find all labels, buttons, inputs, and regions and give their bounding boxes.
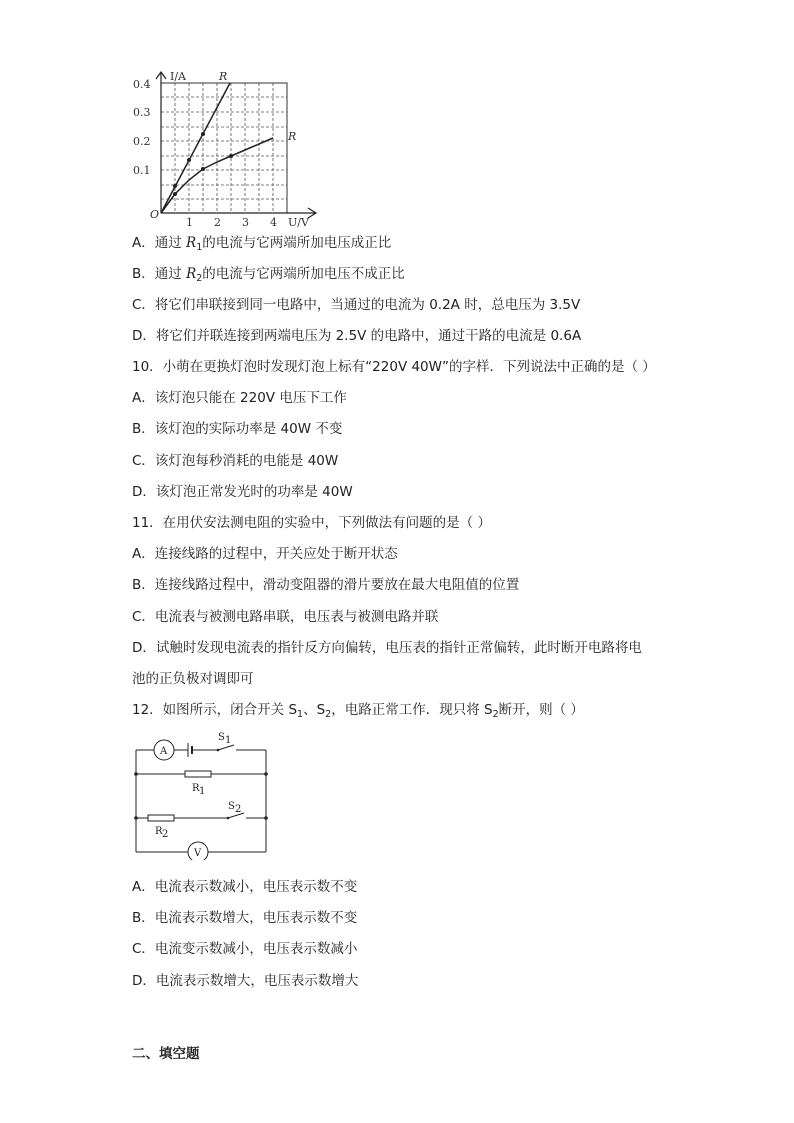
iu-graph [130, 68, 330, 228]
q12-option-a: A．电流表示数减小，电压表示数不变 [132, 879, 358, 895]
q12-option-b: B．电流表示数增大，电压表示数不变 [132, 910, 358, 926]
q9-option-d: D．将它们并联连接到两端电压为 2.5V 的电路中，通过干路的电流是 0.6A [132, 328, 582, 344]
graph-x-tick: 4 [270, 216, 277, 228]
graph-line-r2-label: R [288, 130, 297, 143]
resistor-r1-label: R [192, 783, 200, 794]
graph-y-tick: 0.4 [133, 78, 151, 91]
switch-s2-label: S [228, 801, 235, 812]
graph-y-tick: 0.1 [133, 164, 151, 177]
q10-stem: 10．小萌在更换灯泡时发现灯泡上标有“220V 40W”的字样．下列说法中正确的是（ ） [132, 359, 656, 375]
circuit-diagram [128, 728, 278, 860]
var-r: R [186, 266, 197, 282]
q11-option-a: A．连接线路的过程中，开关应处于断开状态 [132, 546, 398, 562]
graph-y-tick: 0.3 [133, 106, 151, 119]
resistor-r1 [185, 771, 211, 777]
graph-y-label: I/A [170, 70, 186, 83]
section-heading: 二、填空题 [132, 1046, 200, 1062]
switch-s1-label: S [218, 732, 225, 743]
resistor-r1-sub: 1 [199, 786, 206, 797]
q9-option-c: C．将它们串联接到同一电路中，当通过的电流为 0.2A 时，总电压为 3.5V [132, 297, 581, 313]
q10-option-a: A．该灯泡只能在 220V 电压下工作 [132, 390, 347, 406]
q10-option-c: C．该灯泡每秒消耗的电能是 40W [132, 453, 339, 469]
q9-option-b: B．通过 $R_2$的电流与它两端所加电压不成正比 [132, 266, 405, 284]
q11-option-d-line1: D．试触时发现电流表的指针反方向偏转，电压表的指针正常偏转，此时断开电路将电 [132, 640, 642, 656]
q12-option-d: D．电流表示数增大，电压表示数增大 [132, 973, 359, 989]
resistor-r2-label: R [155, 826, 163, 837]
graph-line-r1 [161, 83, 230, 213]
resistor-r2-sub: 2 [162, 829, 169, 840]
q11-option-d-line2: 池的正负极对调即可 [132, 671, 254, 687]
graph-x-tick: 3 [242, 216, 249, 228]
graph-frame [161, 83, 287, 213]
graph-y-tick: 0.2 [133, 135, 151, 148]
graph-grid [161, 83, 287, 213]
graph-x-label: U/V [288, 216, 309, 228]
q11-option-b: B．连接线路过程中，滑动变阻器的滑片要放在最大电阻值的位置 [132, 577, 520, 593]
q12-stem: 12．如图所示，闭合开关 $S_1$、$S_2$，电路正常工作．现只将 $S_2$断开，则（ ） [132, 702, 584, 720]
voltmeter-label: V [194, 848, 202, 859]
graph-axes [156, 72, 316, 218]
graph-origin-label: O [150, 208, 160, 221]
switch-s2-sub: 2 [235, 804, 242, 815]
graph-x-tick: 2 [214, 216, 221, 228]
switch-s1-sub: 1 [225, 735, 232, 746]
q11-option-c: C．电流表与被测电路串联，电压表与被测电路并联 [132, 609, 439, 625]
q10-option-d: D．该灯泡正常发光时的功率是 40W [132, 484, 353, 500]
graph-line-r1-label: R [219, 70, 228, 83]
graph-x-tick: 1 [186, 216, 193, 228]
resistor-r2 [148, 815, 174, 821]
q12-option-c: C．电流变示数减小，电压表示数减小 [132, 941, 358, 957]
q9-option-a: A．通过 $R_1$的电流与它两端所加电压成正比 [132, 235, 392, 253]
ammeter-label: A [160, 746, 168, 757]
var-r: R [186, 235, 197, 251]
q10-option-b: B．该灯泡的实际功率是 40W 不变 [132, 421, 343, 437]
q11-stem: 11．在用伏安法测电阻的实验中，下列做法有问题的是（ ） [132, 515, 491, 531]
